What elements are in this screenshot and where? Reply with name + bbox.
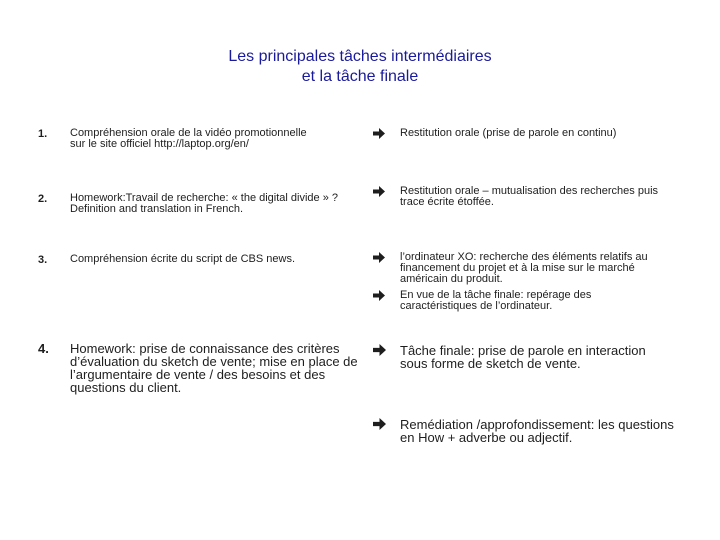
row-4-task: Homework: prise de connaissance des critères d’évaluation du sketch de vente; mise en place de l’argumentaire de vente / des besoins et des questions du client. <box>70 341 358 395</box>
right-arrow-icon <box>373 290 385 301</box>
right-arrow-icon <box>373 186 385 197</box>
row-1-output-1: Restitution orale (prise de parole en continu) <box>400 127 617 139</box>
row-2-output-1: Restitution orale – mutualisation des recherches puis trace écrite étoffée. <box>400 185 659 208</box>
right-arrow-icon <box>373 128 385 139</box>
row-3-output-1: l’ordinateur XO: recherche des éléments relatifs au financement du projet et à la mise sur le marché américain du produit. <box>400 251 648 285</box>
row-4-output-1: Tâche finale: prise de parole en interaction sous forme de sketch de vente. <box>400 343 646 371</box>
title-line-2: et la tâche finale <box>301 68 419 85</box>
row-3-task: Compréhension écrite du script de CBS news. <box>70 253 295 265</box>
row-2-task: Homework:Travail de recherche: « the digital divide » ? Definition and translation in French. <box>70 192 339 215</box>
row-3-number: 3. <box>38 254 48 266</box>
remediation-text: Remédiation /approfondissement: les questions en How + adverbe ou adjectif. <box>400 417 674 445</box>
row-4-number: 4. <box>38 341 49 356</box>
row-1-task: Compréhension orale de la vidéo promotionnelle sur le site officiel http://laptop.org/en/ <box>70 127 307 150</box>
right-arrow-icon <box>373 418 386 430</box>
page-title <box>0 47 720 87</box>
right-arrow-icon <box>373 344 386 356</box>
right-arrow-icon <box>373 252 385 263</box>
row-2-number: 2. <box>38 193 48 205</box>
row-3-output-2: En vue de la tâche finale: repérage des caractéristiques de l’ordinateur. <box>400 289 592 312</box>
title-line-1: Les principales tâches intermédiaires <box>228 48 492 65</box>
row-1-number: 1. <box>38 128 48 140</box>
